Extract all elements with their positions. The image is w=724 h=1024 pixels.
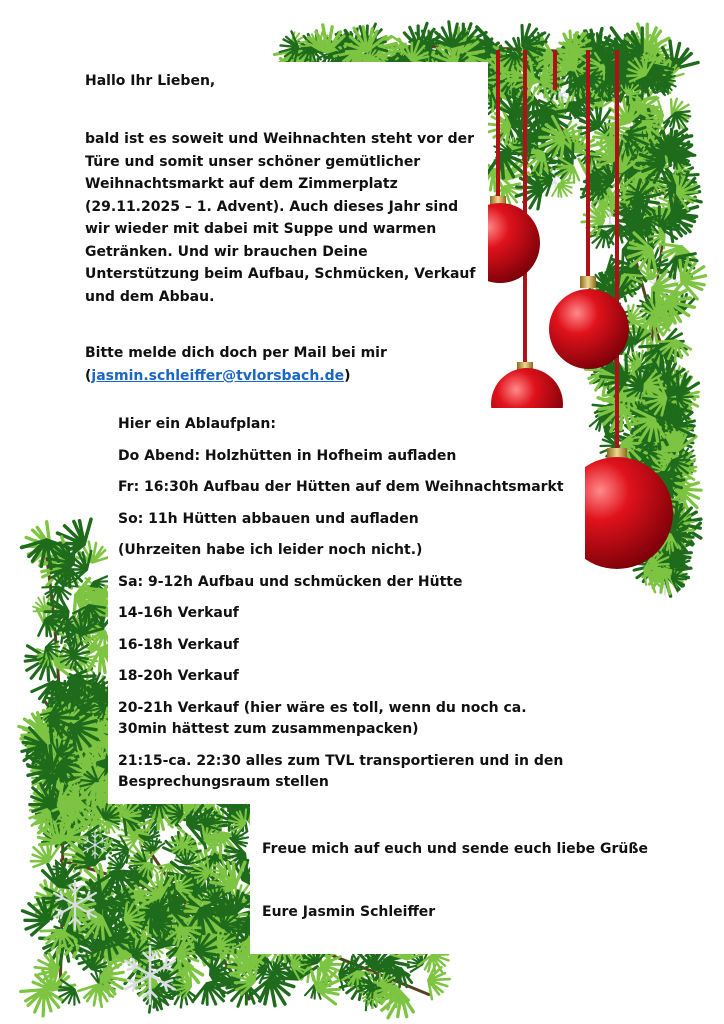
schedule-item: 18-20h Verkauf: [118, 668, 239, 684]
intro-line: (29.11.2025 – 1. Advent). Auch dieses Jahr sind: [85, 198, 459, 215]
schedule-item: So: 11h Hütten abbauen und aufladen: [118, 510, 419, 527]
contact-email-line: [85, 365, 387, 388]
schedule-item: Sa: 9-12h Aufbau und schmücken der Hütte: [118, 573, 463, 590]
farewell: Freue mich auf euch und sende euch liebe Grüße: [262, 841, 648, 857]
email-link[interactable]: jasmin.schleiffer@tvlorsbach.de: [91, 367, 345, 384]
greeting: Hallo Ihr Lieben,: [85, 73, 216, 89]
schedule-item-multiline: [118, 698, 598, 740]
schedule-title: Hier ein Ablaufplan:: [118, 416, 276, 432]
intro-line: Unterstützung beim Aufbau, Schmücken, Verkauf: [85, 266, 476, 282]
schedule-item: 16-18h Verkauf: [118, 636, 239, 653]
intro-paragraph: [85, 128, 475, 308]
intro-line: Weihnachtsmarkt auf dem Zimmerplatz: [85, 176, 398, 192]
intro-line: und dem Abbau.: [85, 288, 215, 305]
signature: Eure Jasmin Schleiffer: [262, 904, 436, 920]
contact-paragraph: [85, 342, 387, 387]
intro-line: wir wieder mit dabei mit Suppe und warmen: [85, 221, 437, 237]
paren-close: ): [344, 367, 351, 384]
schedule-line: 20-21h Verkauf (hier wäre es toll, wenn du noch ca.: [118, 699, 527, 716]
intro-line: bald ist es soweit und Weihnachten steht vor der: [85, 131, 475, 147]
intro-line: Türe und somit unser schöner gemütlicher: [85, 153, 421, 170]
schedule: [118, 414, 598, 805]
schedule-line: Besprechungsraum stellen: [118, 774, 329, 790]
schedule-line: 30min hättest zum zusammenpacken): [118, 720, 419, 737]
paren-open: (: [85, 367, 92, 384]
schedule-item: (Uhrzeiten habe ich leider noch nicht.): [118, 542, 423, 558]
intro-line: Getränken. Und wir brauchen Deine: [85, 243, 368, 260]
schedule-line: 21:15-ca. 22:30 alles zum TVL transportieren und in den: [118, 753, 564, 769]
contact-line: Bitte melde dich doch per Mail bei mir: [85, 345, 387, 361]
schedule-item: Do Abend: Holzhütten in Hofheim aufladen: [118, 447, 457, 464]
schedule-item-multiline: [118, 751, 598, 793]
schedule-item: 14-16h Verkauf: [118, 605, 239, 621]
schedule-item: Fr: 16:30h Aufbau der Hütten auf dem Weihnachtsmarkt: [118, 479, 564, 495]
